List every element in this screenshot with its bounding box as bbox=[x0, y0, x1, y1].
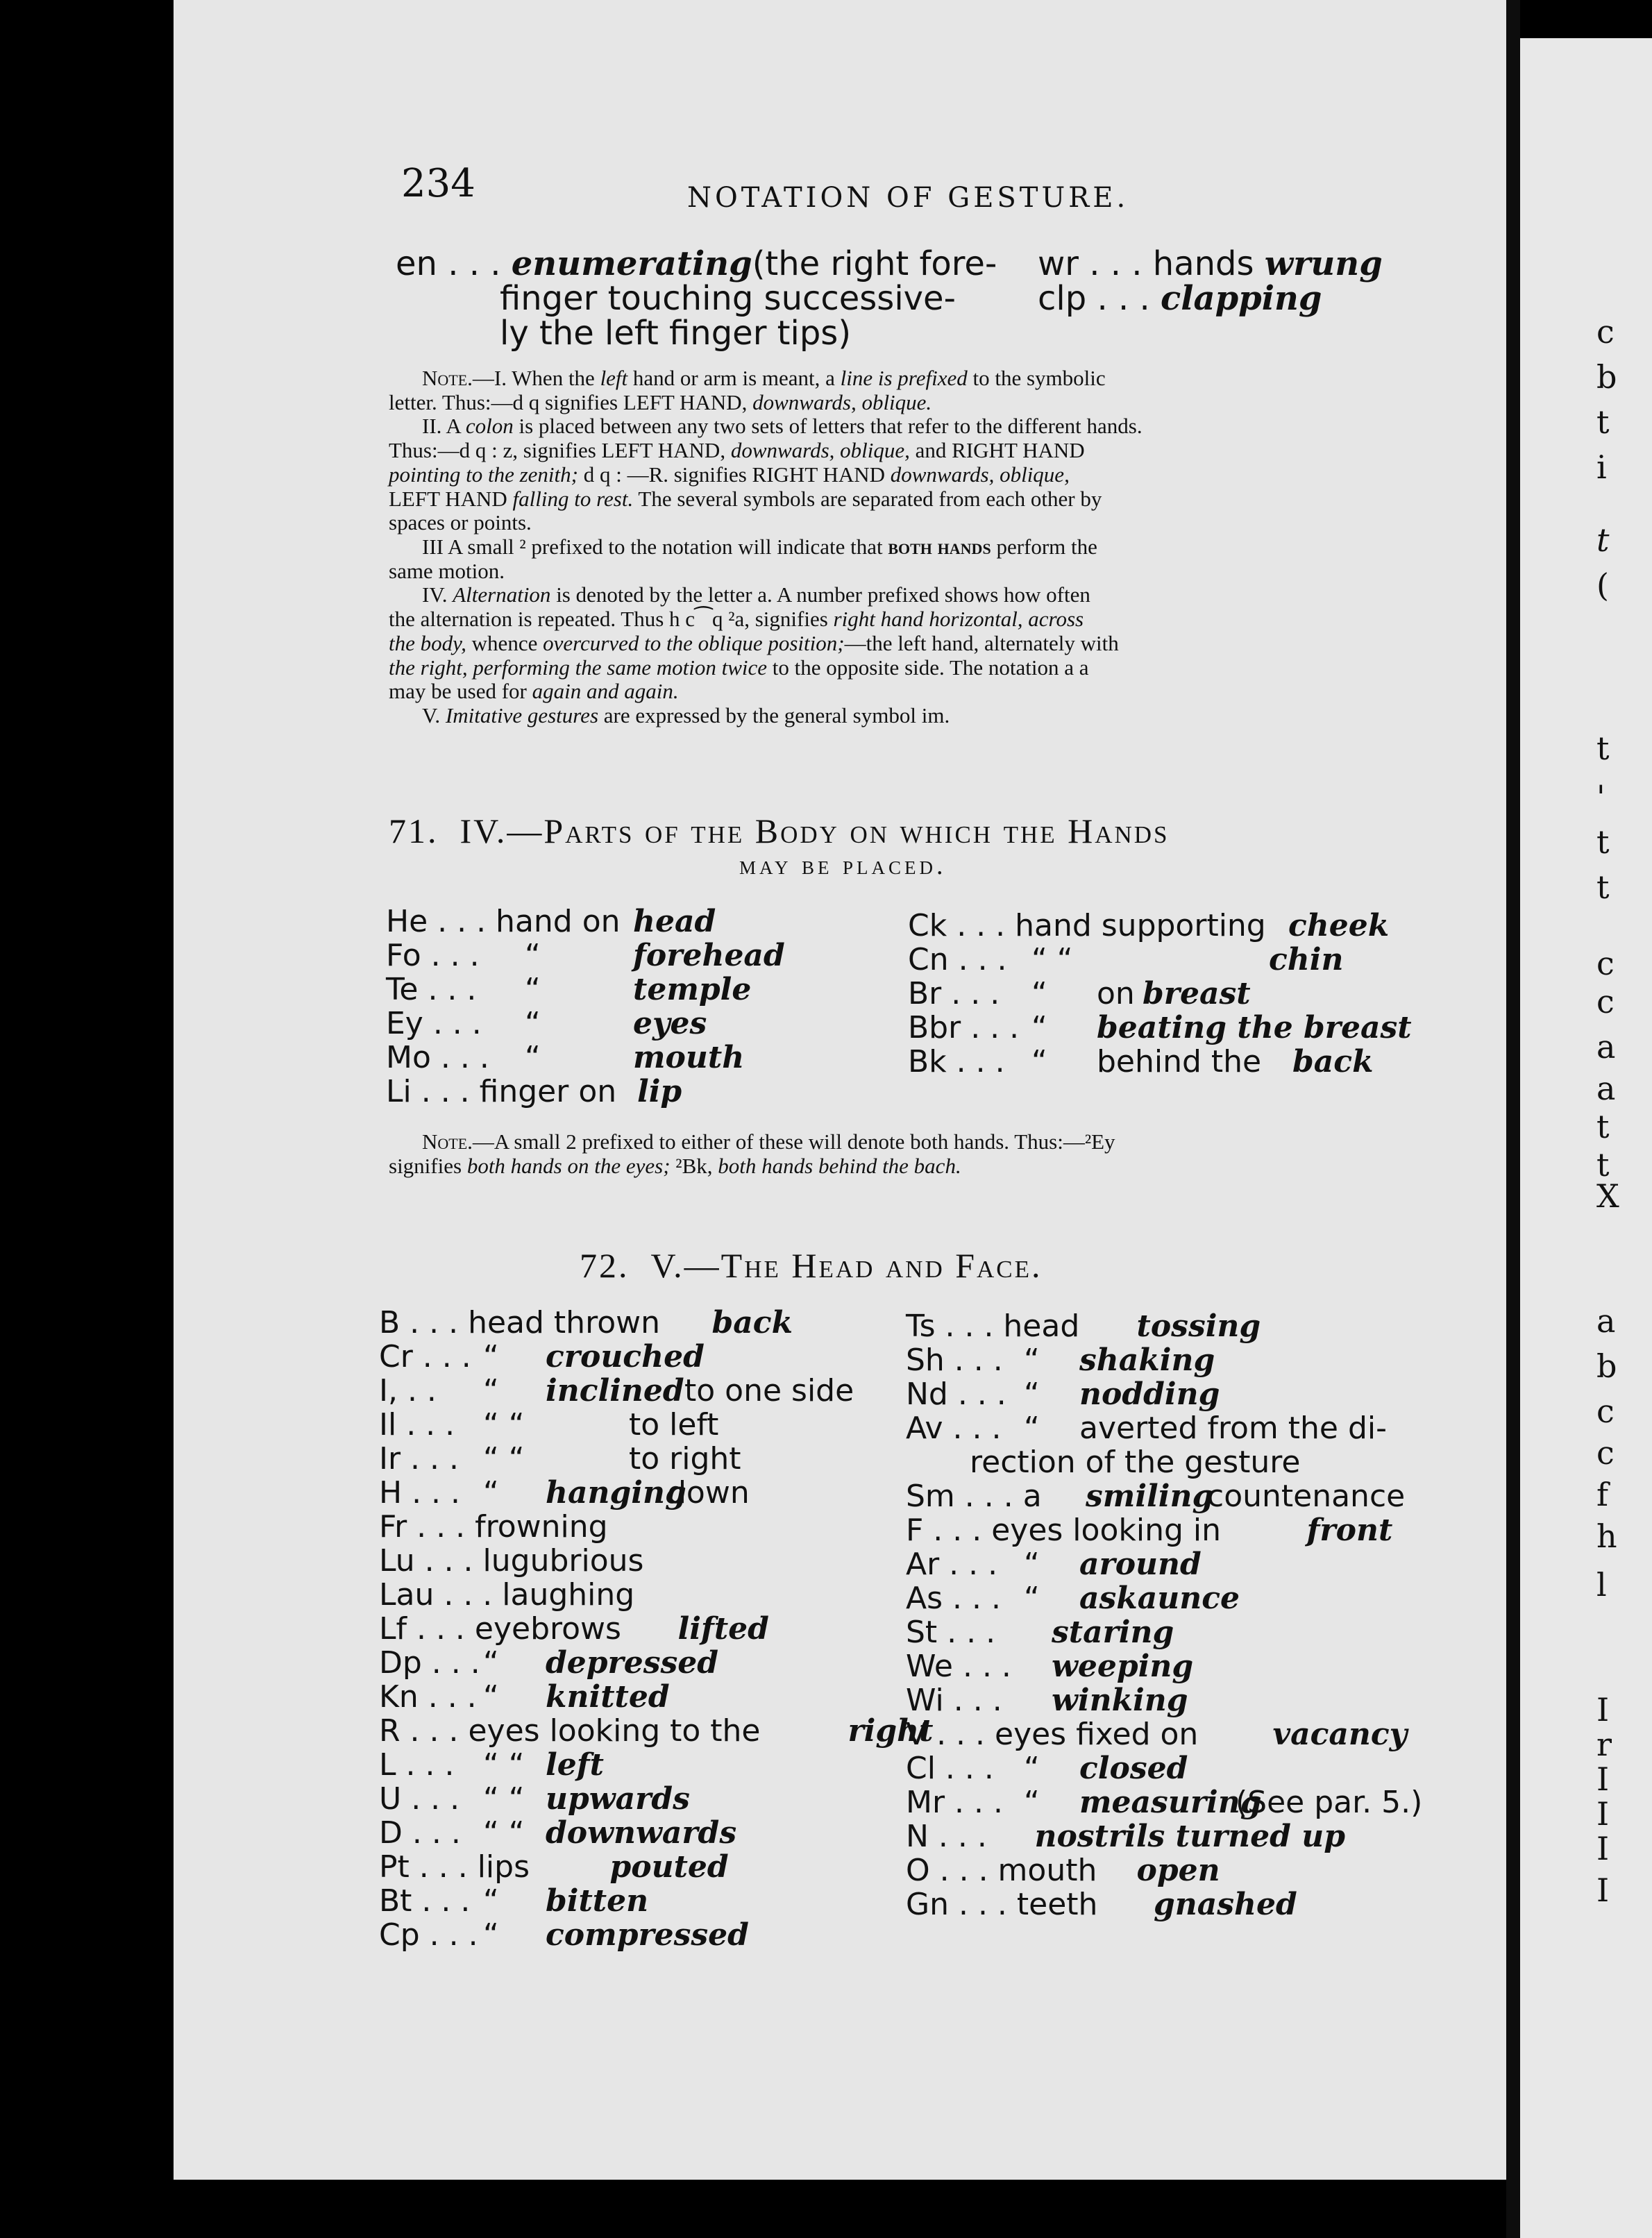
note-line bbox=[389, 463, 1596, 487]
entry-word: cheek bbox=[1288, 908, 1390, 943]
ditto-mark: “ “ bbox=[483, 1747, 525, 1783]
adjacent-page-fragment: a bbox=[1596, 1070, 1616, 1107]
adjacent-page-fragment: X bbox=[1596, 1177, 1619, 1215]
adjacent-page-fragment: a bbox=[1596, 1302, 1616, 1340]
entry-word: weeping bbox=[1052, 1649, 1194, 1684]
entry-abbr: Nd . . . bbox=[906, 1377, 1006, 1412]
note-italic: falling to rest. bbox=[512, 486, 634, 511]
note-text: are expressed by the general symbol im. bbox=[598, 703, 950, 728]
note-line bbox=[389, 680, 1596, 704]
entry-abbr: Lu . . . lugubrious bbox=[379, 1543, 644, 1579]
note-text: perform the bbox=[991, 535, 1097, 560]
entry-abbr: Gn . . . teeth bbox=[906, 1887, 1098, 1922]
note-text: and RIGHT HAND bbox=[909, 438, 1085, 463]
body-part-entry bbox=[386, 1074, 816, 1108]
entry-abbr: R . . . eyes looking to the bbox=[379, 1713, 761, 1749]
entry-abbr: H . . . bbox=[379, 1475, 461, 1511]
page-number: 234 bbox=[401, 161, 475, 206]
entry-abbr: Li . . . finger on bbox=[386, 1074, 617, 1109]
note-text: IV. bbox=[422, 582, 453, 607]
entry-word: measuring bbox=[1079, 1785, 1262, 1820]
section-72-left-list bbox=[379, 1305, 934, 1953]
body-part-entry bbox=[386, 1006, 816, 1040]
entry-en: en . . . enumerating(the right fore- bbox=[396, 244, 997, 283]
head-face-entry bbox=[906, 1309, 1572, 1343]
entry-word: temple bbox=[633, 972, 752, 1007]
adjacent-page-fragment: ( bbox=[1596, 566, 1609, 604]
adjacent-page-fragment: I bbox=[1596, 1691, 1610, 1728]
entry-abbr: Sh . . . bbox=[906, 1343, 1003, 1378]
note-italic: Alternation bbox=[453, 582, 551, 607]
entry-word: beating the breast bbox=[1097, 1010, 1412, 1045]
note-italic: left bbox=[600, 366, 628, 390]
notation-notes bbox=[389, 367, 1596, 728]
note-text: may be used for bbox=[389, 679, 532, 704]
note-text: spaces or points. bbox=[389, 510, 532, 535]
entry-abbr: Cl . . . bbox=[906, 1751, 994, 1786]
note-line bbox=[389, 632, 1596, 656]
entry-abbr: Av . . . bbox=[906, 1411, 1002, 1446]
entry-word: nodding bbox=[1079, 1377, 1220, 1412]
entry-abbr: I, . . bbox=[379, 1373, 437, 1408]
entry-abbr: Bk . . . bbox=[908, 1044, 1005, 1079]
adjacent-page-fragment: t bbox=[1596, 868, 1610, 906]
entry-abbr: Ir . . . bbox=[379, 1441, 459, 1476]
section-72-right-list bbox=[906, 1309, 1572, 1921]
entry-clp: clp . . . clapping bbox=[1038, 279, 1322, 318]
adjacent-page-fragment: t bbox=[1596, 823, 1610, 861]
note-line bbox=[389, 439, 1596, 463]
running-title: NOTATION OF GESTURE. bbox=[687, 182, 1129, 214]
entry-abbr: Cn . . . bbox=[908, 942, 1007, 977]
head-face-entry bbox=[906, 1615, 1572, 1649]
entry-abbr: Bbr . . . bbox=[908, 1010, 1020, 1045]
entry-abbr: V . . . eyes fixed on bbox=[906, 1717, 1199, 1752]
entry-word: depressed bbox=[546, 1645, 719, 1681]
head-face-entry bbox=[906, 1479, 1572, 1513]
note-text: LEFT HAND bbox=[389, 486, 513, 511]
head-face-entry bbox=[906, 1819, 1572, 1853]
note-line bbox=[389, 487, 1596, 512]
ditto-mark: “ bbox=[1031, 1044, 1047, 1079]
note-line bbox=[389, 704, 1596, 728]
entry-abbr: B . . . head thrown bbox=[379, 1305, 660, 1340]
head-face-entry bbox=[379, 1509, 927, 1543]
entry-word: crouched bbox=[546, 1339, 705, 1374]
entry-abbr: F . . . eyes looking in bbox=[906, 1513, 1221, 1548]
ditto-mark: “ “ bbox=[1031, 942, 1073, 977]
entry-word: open bbox=[1136, 1853, 1220, 1888]
entry-word: vacancy bbox=[1272, 1717, 1408, 1752]
head-face-entry bbox=[906, 1377, 1572, 1411]
ditto-mark: “ bbox=[483, 1475, 499, 1511]
section-72-heading: 72. V.—The Head and Face. bbox=[580, 1246, 1043, 1285]
entry-word: lifted bbox=[677, 1611, 769, 1647]
ditto-mark: “ bbox=[1024, 1581, 1040, 1616]
entry-abbr: L . . . bbox=[379, 1747, 455, 1783]
note-line bbox=[389, 414, 1596, 439]
adjacent-page-fragment: c bbox=[1596, 1393, 1615, 1430]
body-part-entry bbox=[386, 1040, 816, 1074]
adjacent-page-fragment: a bbox=[1596, 1028, 1616, 1066]
section-71-heading: 71. IV.—Parts of the Body on which the Hands bbox=[389, 811, 1170, 850]
note-line bbox=[389, 511, 1596, 535]
entry-text: countenance bbox=[1207, 1479, 1406, 1514]
entry-abbr: Ar . . . bbox=[906, 1547, 998, 1582]
head-face-entry bbox=[379, 1373, 927, 1407]
entry-text: averted from the di- bbox=[1079, 1411, 1388, 1446]
entry-abbr: O . . . mouth bbox=[906, 1853, 1097, 1888]
entry-text: to one side bbox=[684, 1373, 854, 1408]
adjacent-page-fragment: c bbox=[1596, 1434, 1615, 1472]
adjacent-page-fragment: c bbox=[1596, 313, 1615, 351]
head-face-entry bbox=[906, 1649, 1572, 1683]
ditto-mark: “ “ bbox=[483, 1407, 525, 1442]
entry-abbr: We . . . bbox=[906, 1649, 1011, 1684]
entry-word: eyes bbox=[633, 1006, 707, 1041]
ditto-mark: “ “ bbox=[483, 1815, 525, 1851]
entry-word: breast bbox=[1143, 976, 1251, 1011]
note-line bbox=[389, 560, 1596, 584]
head-face-entry bbox=[379, 1543, 927, 1577]
note-text: whence bbox=[466, 630, 543, 655]
head-face-entry bbox=[906, 1513, 1572, 1547]
entry-abbr: Fr . . . frowning bbox=[379, 1509, 608, 1545]
ditto-mark: “ bbox=[1024, 1411, 1040, 1446]
entry-word: smiling bbox=[1086, 1479, 1214, 1514]
entry-word: forehead bbox=[633, 938, 785, 973]
entry-text: (See par. 5.) bbox=[1236, 1785, 1423, 1820]
section-71-right-list bbox=[908, 908, 1463, 1078]
head-face-entry bbox=[379, 1305, 927, 1339]
note-text: same motion. bbox=[389, 558, 505, 583]
ditto-mark: “ bbox=[1024, 1751, 1040, 1786]
note-italic: the right, performing the same motion twice bbox=[389, 655, 768, 680]
entry-word: upwards bbox=[546, 1781, 690, 1817]
note-text: Thus:—d q : z, signifies LEFT HAND, bbox=[389, 438, 731, 463]
entry-wr: wr . . . hands wrung bbox=[1038, 244, 1383, 283]
ditto-mark: “ bbox=[483, 1339, 499, 1374]
entry-text: rection of the gesture bbox=[970, 1445, 1301, 1480]
entry-text: down bbox=[667, 1475, 750, 1511]
entry-abbr: Pt . . . lips bbox=[379, 1849, 530, 1885]
head-face-entry bbox=[906, 1853, 1572, 1887]
body-part-entry bbox=[908, 1044, 1463, 1078]
ditto-mark: “ bbox=[525, 938, 541, 973]
head-face-entry bbox=[379, 1611, 927, 1645]
ditto-mark: “ bbox=[483, 1645, 499, 1681]
entry-abbr: Lau . . . laughing bbox=[379, 1577, 635, 1613]
note-text: V. bbox=[422, 703, 446, 728]
section-71-subheading: may be placed. bbox=[739, 851, 947, 880]
entry-abbr: N . . . bbox=[906, 1819, 987, 1854]
section-71-left-list bbox=[386, 904, 816, 1108]
ditto-mark: “ bbox=[1024, 1547, 1040, 1582]
note-italic: overcurved to the oblique position; bbox=[543, 630, 845, 655]
ditto-mark: “ bbox=[1031, 1010, 1047, 1045]
note-text: II. A bbox=[422, 414, 466, 439]
body-part-entry bbox=[908, 976, 1463, 1010]
entry-word: around bbox=[1079, 1547, 1202, 1582]
adjacent-page-fragment: I bbox=[1596, 1871, 1610, 1909]
entry-abbr: Il . . . bbox=[379, 1407, 455, 1442]
head-face-entry bbox=[379, 1441, 927, 1475]
head-face-entry bbox=[379, 1883, 927, 1917]
ditto-mark: “ bbox=[483, 1679, 499, 1715]
entry-abbr: U . . . bbox=[379, 1781, 460, 1817]
entry-word: hanging bbox=[546, 1475, 686, 1511]
body-part-entry bbox=[908, 908, 1463, 942]
note-italic: downwards, oblique. bbox=[752, 389, 932, 414]
entry-word: back bbox=[711, 1305, 793, 1340]
note-text: letter. Thus:—d q signifies LEFT HAND, bbox=[389, 389, 753, 414]
entry-abbr: Lf . . . eyebrows bbox=[379, 1611, 621, 1647]
note-italic: Imitative gestures bbox=[445, 703, 599, 728]
adjacent-page-fragment: r bbox=[1596, 1726, 1612, 1763]
adjacent-page-fragment: t bbox=[1596, 730, 1610, 767]
head-face-entry bbox=[379, 1713, 934, 1749]
note-text: both hands bbox=[888, 535, 991, 560]
head-face-entry bbox=[379, 1645, 927, 1679]
entry-abbr: Kn . . . bbox=[379, 1679, 477, 1715]
entry-en-line2: finger touching successive- bbox=[500, 279, 956, 318]
note-italic: line is prefixed bbox=[840, 366, 968, 390]
note-italic: colon bbox=[465, 414, 514, 439]
head-face-entry bbox=[906, 1717, 1572, 1751]
entry-word: tossing bbox=[1136, 1309, 1261, 1344]
head-face-entry bbox=[379, 1747, 927, 1781]
ditto-mark: “ “ bbox=[483, 1441, 525, 1476]
entry-word: mouth bbox=[633, 1040, 745, 1075]
head-face-entry bbox=[379, 1475, 927, 1509]
ditto-mark: “ bbox=[483, 1917, 499, 1953]
adjacent-page-fragment: c bbox=[1596, 945, 1615, 982]
note-text: The several symbols are separated from each other by bbox=[633, 486, 1102, 511]
entry-word: pouted bbox=[609, 1849, 729, 1885]
entry-word: head bbox=[633, 904, 716, 939]
ditto-mark: “ bbox=[1031, 976, 1047, 1011]
page-gutter bbox=[1506, 0, 1520, 2238]
note-label: Note bbox=[422, 366, 468, 390]
head-face-entry bbox=[379, 1577, 927, 1611]
body-part-entry bbox=[908, 942, 1463, 976]
entry-abbr: St . . . bbox=[906, 1615, 996, 1650]
entry-text: to right bbox=[629, 1441, 741, 1476]
note-line bbox=[389, 535, 1596, 560]
entry-word: winking bbox=[1052, 1683, 1188, 1718]
entry-abbr: Ey . . . bbox=[386, 1006, 482, 1041]
head-face-entry bbox=[379, 1407, 927, 1441]
book-page bbox=[174, 0, 1506, 2180]
entry-abbr: Mr . . . bbox=[906, 1785, 1003, 1820]
head-face-entry bbox=[379, 1815, 927, 1849]
note-text: —the left hand, alternately with bbox=[844, 630, 1119, 655]
note-text: to the symbolic bbox=[967, 366, 1106, 390]
entry-abbr: Cr . . . bbox=[379, 1339, 471, 1374]
head-face-entry bbox=[906, 1785, 1572, 1819]
entry-word: downwards bbox=[546, 1815, 737, 1851]
ditto-mark: “ bbox=[525, 1006, 541, 1041]
entry-word: askaunce bbox=[1079, 1581, 1240, 1616]
adjacent-page-fragment: c bbox=[1596, 983, 1615, 1020]
entry-word: inclined bbox=[546, 1373, 684, 1408]
entry-abbr: Br . . . bbox=[908, 976, 1000, 1011]
entry-abbr: Mo . . . bbox=[386, 1040, 489, 1075]
head-face-entry bbox=[906, 1343, 1572, 1377]
head-face-entry bbox=[379, 1781, 927, 1815]
head-face-entry bbox=[906, 1751, 1572, 1785]
adjacent-page-fragment: I bbox=[1596, 1760, 1610, 1798]
note-italic: downwards, oblique, bbox=[890, 462, 1070, 487]
note-text: to the opposite side. The notation a a bbox=[767, 655, 1089, 680]
note-text: .—I. When the bbox=[467, 366, 600, 390]
head-face-entry bbox=[379, 1849, 927, 1883]
note-italic: again and again. bbox=[532, 679, 679, 704]
ditto-mark: “ bbox=[483, 1883, 499, 1919]
entry-abbr: As . . . bbox=[906, 1581, 1001, 1616]
adjacent-page-fragment: t bbox=[1596, 1108, 1610, 1145]
ditto-mark: “ bbox=[525, 1040, 541, 1075]
entry-word: left bbox=[546, 1747, 604, 1783]
adjacent-page-fragment: t bbox=[1596, 1146, 1610, 1184]
entry-word: knitted bbox=[546, 1679, 670, 1715]
ditto-mark: “ bbox=[483, 1373, 499, 1408]
entry-word: bitten bbox=[546, 1883, 649, 1919]
entry-word: back bbox=[1292, 1044, 1374, 1079]
entry-text: to left bbox=[629, 1407, 719, 1442]
adjacent-page-edge bbox=[1520, 38, 1652, 2238]
head-face-entry bbox=[379, 1679, 927, 1713]
ditto-mark: “ bbox=[1024, 1343, 1040, 1378]
note-text: d q : —R. signifies RIGHT HAND bbox=[578, 462, 891, 487]
entry-word: nostrils turned up bbox=[1034, 1819, 1345, 1854]
adjacent-page-fragment: I bbox=[1596, 1830, 1610, 1867]
entry-word: chin bbox=[1269, 942, 1344, 977]
ditto-mark: “ “ bbox=[483, 1781, 525, 1817]
adjacent-page-fragment: b bbox=[1596, 358, 1617, 396]
entry-abbr: Ck . . . hand supporting bbox=[908, 908, 1266, 943]
entry-en-line3: ly the left finger tips) bbox=[500, 314, 852, 353]
body-part-entry bbox=[386, 972, 816, 1006]
body-part-entry bbox=[386, 938, 816, 972]
note-line bbox=[389, 656, 1596, 680]
entry-abbr: Dp . . . bbox=[379, 1645, 480, 1681]
note-italic: right hand horizontal, across bbox=[833, 607, 1084, 632]
head-face-entry bbox=[906, 1581, 1572, 1615]
head-face-entry bbox=[906, 1547, 1572, 1581]
note-italic: pointing to the zenith; bbox=[389, 462, 578, 487]
body-part-entry bbox=[908, 1010, 1463, 1044]
entry-abbr: D . . . bbox=[379, 1815, 461, 1851]
body-part-entry bbox=[386, 904, 816, 938]
entry-abbr: Bt . . . bbox=[379, 1883, 471, 1919]
head-face-entry bbox=[906, 1445, 1572, 1479]
note-text: hand or arm is meant, a bbox=[627, 366, 841, 390]
note-line bbox=[389, 391, 1596, 415]
entry-abbr: Sm . . . a bbox=[906, 1479, 1042, 1514]
note-italic: the body, bbox=[389, 630, 466, 655]
note-text: the alternation is repeated. Thus h c⁀q ²a, signifies bbox=[389, 607, 834, 632]
entry-word: lip bbox=[637, 1074, 682, 1109]
head-face-entry bbox=[906, 1683, 1572, 1717]
head-face-entry bbox=[379, 1917, 927, 1951]
ditto-mark: “ bbox=[525, 972, 541, 1007]
entry-abbr: Ts . . . head bbox=[906, 1309, 1080, 1344]
head-face-entry bbox=[906, 1411, 1572, 1445]
entry-abbr: Te . . . bbox=[386, 972, 477, 1007]
entry-abbr: He . . . hand on bbox=[386, 904, 621, 939]
head-face-entry bbox=[379, 1339, 927, 1373]
adjacent-page-fragment: b bbox=[1596, 1347, 1617, 1385]
head-face-entry bbox=[906, 1887, 1572, 1921]
adjacent-page-fragment: i bbox=[1596, 448, 1607, 486]
note-text: III A small ² prefixed to the notation will indicate that bbox=[422, 535, 888, 560]
note-line bbox=[389, 607, 1596, 632]
entry-word: shaking bbox=[1079, 1343, 1215, 1378]
entry-word: right bbox=[848, 1713, 934, 1749]
entry-word: gnashed bbox=[1154, 1887, 1297, 1922]
adjacent-page-fragment: f bbox=[1596, 1476, 1609, 1513]
adjacent-page-fragment: I bbox=[1596, 1795, 1610, 1833]
entry-text: behind the bbox=[1097, 1044, 1262, 1079]
note-text: is placed between any two sets of letters that refer to the different hands. bbox=[513, 414, 1143, 439]
note-italic: downwards, oblique, bbox=[730, 438, 910, 463]
note-line bbox=[389, 583, 1596, 607]
entry-word: front bbox=[1306, 1513, 1393, 1548]
section-71-note: Note.—A small 2 prefixed to either of these will denote both hands. Thus:—²Ey signifies both hands on the eyes; ²Bk, both hands behind the bach. bbox=[389, 1129, 1115, 1178]
entry-abbr: Wi . . . bbox=[906, 1683, 1002, 1718]
ditto-mark: “ bbox=[1024, 1785, 1040, 1820]
entry-abbr: Fo . . . bbox=[386, 938, 480, 973]
adjacent-page-fragment: h bbox=[1596, 1517, 1617, 1555]
entry-word: compressed bbox=[546, 1917, 749, 1953]
entry-word: staring bbox=[1052, 1615, 1174, 1650]
adjacent-page-fragment: t bbox=[1596, 403, 1610, 441]
entry-word: closed bbox=[1079, 1751, 1188, 1786]
ditto-mark: “ bbox=[1024, 1377, 1040, 1412]
adjacent-page-fragment: ' bbox=[1596, 778, 1605, 816]
entry-abbr: Cp . . . bbox=[379, 1917, 478, 1953]
note-text: is denoted by the letter a. A number prefixed shows how often bbox=[550, 582, 1090, 607]
entry-text: on bbox=[1097, 976, 1135, 1011]
note-line bbox=[389, 367, 1596, 391]
adjacent-page-fragment: l bbox=[1596, 1566, 1607, 1604]
adjacent-page-fragment: t bbox=[1596, 521, 1610, 559]
